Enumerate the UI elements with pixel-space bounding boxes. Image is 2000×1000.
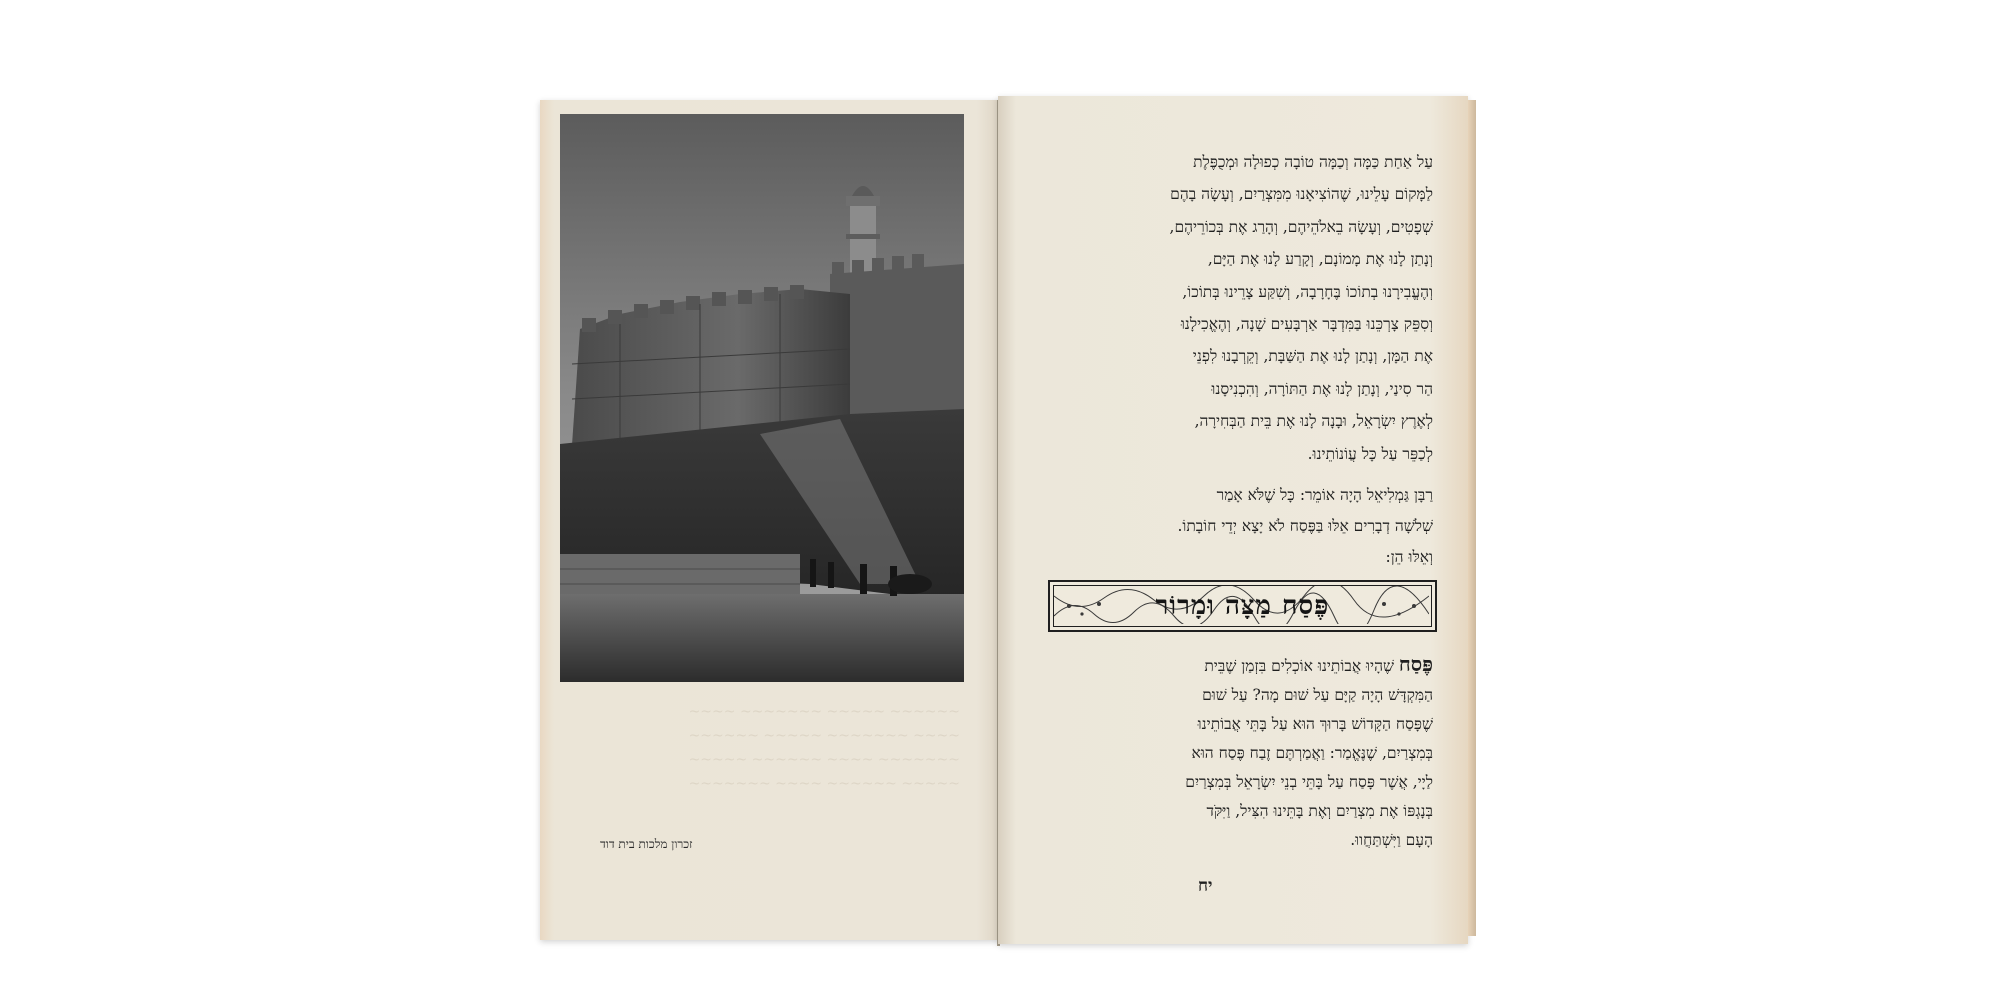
text-line: וְסִפֵּק צָרְכֵּנוּ בַּמִּדְבָּר אַרְבָּעִים שָׁנָה, וְהֶאֱכִילָנוּ	[1180, 315, 1433, 334]
text-line: לַמָּקוֹם עָלֵינוּ, שֶׁהוֹצִיאָנוּ מִמִּצְרַיִם, וְעָשָׂה בָהֶם	[1170, 185, 1433, 204]
text-line: שְׁפָטִים, וְעָשָׂה בֵאלֹהֵיהֶם, וְהָרַג אֶת בְּכוֹרֵיהֶם,	[1169, 217, 1433, 236]
text-line: לַיָי, אֲשֶׁר פָּסַח עַל בָּתֵּי בְנֵי יִשְׂרָאֵל בְּמִצְרַיִם	[1185, 773, 1433, 791]
bleed-through-text: ~~~~~~ ~~~~~ ~~~~~~~ ~~~~ ~~~~ ~~~~~~~ ~~~~~ ~~~~~~ ~~~~~~~ ~~~~ ~~~~~~ ~~~~~ ~~~~~ ~~~~~~ ~~~~ ~~~~~~~	[688, 704, 960, 792]
text-line: בְּמִצְרַיִם, שֶׁנֶּאֱמַר: וַאֲמַרְתֶּם זֶבַח פֶּסַח הוּא	[1191, 744, 1433, 762]
text-line: וְנָתַן לָנוּ אֶת מָמוֹנָם, וְקָרַע לָנוּ אֶת הַיָּם,	[1207, 250, 1433, 269]
open-booklet	[530, 100, 1480, 950]
page-number: יח	[1198, 876, 1213, 896]
text-line: הַמִּקְדָּשׁ הָיָה קַיָּם עַל שׁוּם מָה? עַל שׁוּם	[1202, 686, 1433, 704]
text-line: וְאֵלּוּ הֵן:	[1385, 548, 1433, 566]
banner-ornament-frame	[1053, 585, 1432, 627]
text-line: בְּנָגְפּוֹ אֶת מִצְרַיִם וְאֶת בָּתֵּינוּ הִצִּיל, וַיִּקֹּד	[1206, 802, 1433, 820]
text-line: אֶת הַמָּן, וְנָתַן לָנוּ אֶת הַשַּׁבָּת, וְקֵרְבָנוּ לִפְנֵי	[1192, 347, 1433, 366]
text-line: רַבָּן גַּמְלִיאֵל הָיָה אוֹמֵר: כָּל שֶׁלֹּא אָמַר	[1216, 486, 1433, 504]
dayenu-paragraph	[1043, 146, 1433, 470]
page-edge	[1468, 100, 1476, 936]
text-line: הַר סִינַי, וְנָתַן לָנוּ אֶת הַתּוֹרָה, וְהִכְנִיסָנוּ	[1211, 379, 1433, 398]
lead-word: פֶּסַח	[1398, 652, 1433, 676]
pesach-paragraph	[1043, 650, 1433, 855]
section-banner	[1048, 580, 1437, 632]
text-line: לְאֶרֶץ יִשְׂרָאֵל, וּבָנָה לָנוּ אֶת בֵּית הַבְּחִירָה,	[1194, 412, 1433, 431]
left-page	[540, 100, 1000, 940]
right-page	[998, 96, 1468, 944]
text-line: שֶׁפָּסַח הַקָּדוֹשׁ בָּרוּךְ הוּא עַל בָּתֵּי אֲבוֹתֵינוּ	[1197, 715, 1433, 733]
tower-of-david-photo	[560, 114, 964, 682]
text-line: שְׁלֹשָׁה דְבָרִים אֵלּוּ בַּפֶּסַח לֹא יָצָא יְדֵי חוֹבָתוֹ.	[1177, 517, 1433, 535]
text-line: וְהֶעֱבִירָנוּ בְתוֹכוֹ בֶּחָרָבָה, וְשִׁקַּע צָרֵינוּ בְּתוֹכוֹ,	[1182, 282, 1433, 301]
text-line: לְכַפֵּר עַל כָּל עֲוֹנוֹתֵינוּ.	[1307, 444, 1433, 463]
tower-of-david-photo-image	[560, 114, 964, 682]
text-line: עַל אַחַת כַּמָּה וְכַמָּה טוֹבָה כְפוּלָה וּמְכֻפֶּלֶת	[1193, 153, 1433, 171]
photo-caption: זכרון מלכות בית דוד	[600, 837, 693, 851]
text-line: הָעָם וַיִּשְׁתַּחֲווּ.	[1350, 831, 1433, 849]
rabban-gamliel-paragraph	[1043, 480, 1433, 573]
text-segment: שֶׁהָיוּ אֲבוֹתֵינוּ אוֹכְלִים בִּזְמַן שֶׁבֵּית	[1204, 657, 1399, 675]
banner-title: פֶּסַח מַצָּה וּמָרוֹר	[1155, 591, 1330, 621]
text-line	[1043, 650, 1433, 681]
